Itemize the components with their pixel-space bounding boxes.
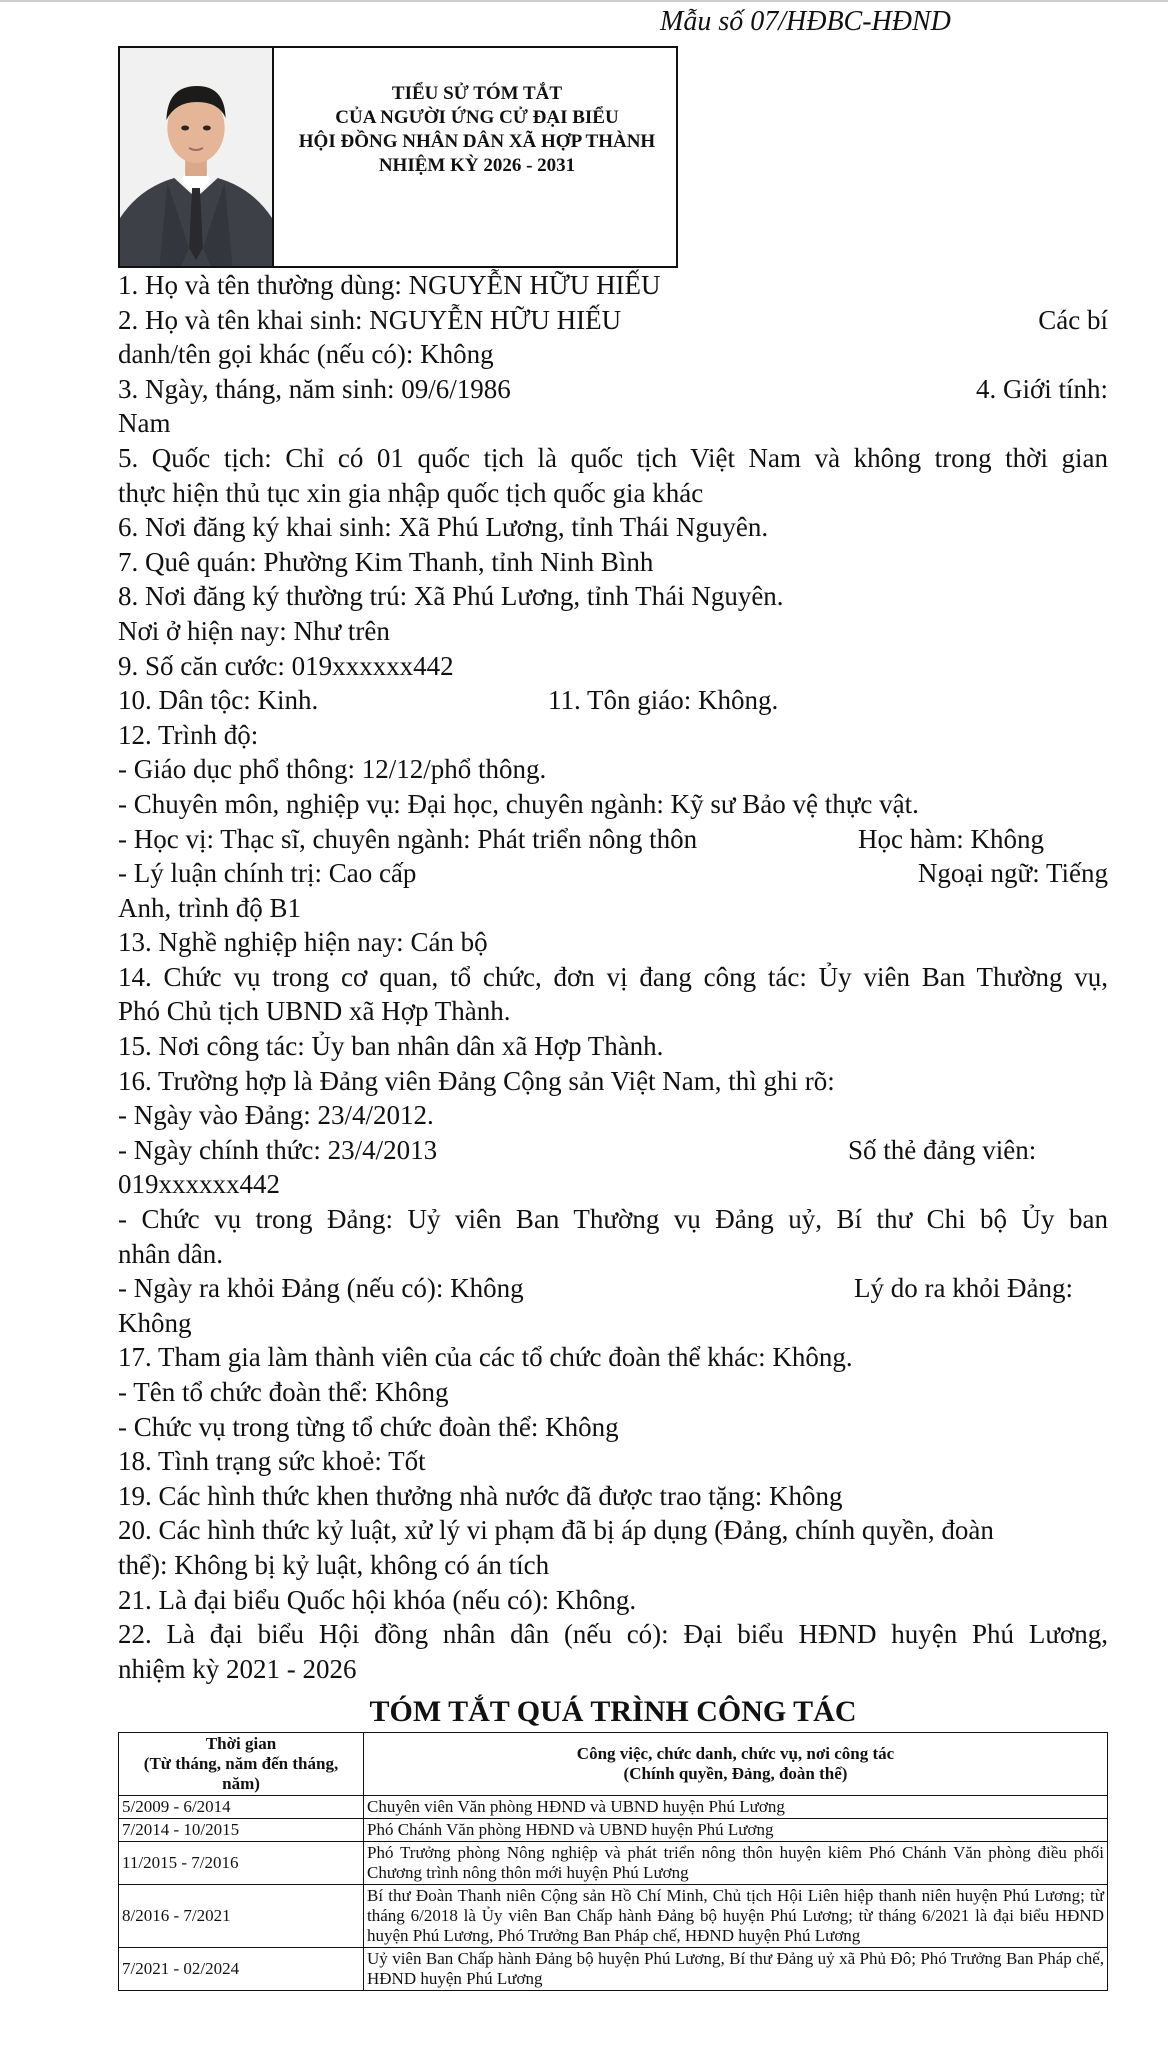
bio-line: Nơi ở hiện nay: Như trên	[118, 615, 390, 646]
bio-text: Lý do ra khỏi Đảng:	[854, 1273, 1073, 1304]
header-text: năm)	[222, 1774, 260, 1793]
header-box	[118, 46, 678, 268]
title-line-1: TIỂU SỬ TÓM TẮT	[391, 83, 563, 104]
bio-line: 9. Số căn cước: 019xxxxxx442	[118, 650, 454, 681]
bio-line: 019xxxxxx442	[118, 1169, 280, 1200]
candidate-portrait	[120, 48, 274, 266]
bio-line: 22. Là đại biểu Hội đồng nhân dân (nếu có): Đại biểu HĐND huyện Phú Lương,	[118, 1619, 1108, 1650]
time-cell: 5/2009 - 6/2014	[119, 1796, 364, 1819]
time-cell: 8/2016 - 7/2021	[119, 1885, 364, 1948]
document-title	[278, 82, 676, 178]
bio-text: 4. Giới tính:	[975, 373, 1108, 404]
table-row	[119, 1885, 1108, 1948]
bio-line: thể): Không bị kỷ luật, không có án tích	[118, 1549, 550, 1580]
position-cell: Phó Chánh Văn phòng HĐND và UBND huyện Phú Lương	[364, 1819, 1108, 1842]
header-text: Thời gian	[205, 1734, 277, 1753]
bio-line: 21. Là đại biểu Quốc hội khóa (nếu có): Không.	[118, 1584, 637, 1615]
bio-line: - Chuyên môn, nghiệp vụ: Đại học, chuyên ngành: Kỹ sư Bảo vệ thực vật.	[118, 788, 919, 819]
time-cell: 7/2014 - 10/2015	[119, 1819, 364, 1842]
title-line-4: NHIỆM KỲ 2026 - 2031	[378, 155, 576, 176]
column-header-time	[119, 1733, 364, 1796]
title-line-3: HỘI ĐỒNG NHÂN DÂN XÃ HỢP THÀNH	[298, 131, 656, 152]
bio-line: 6. Nơi đăng ký khai sinh: Xã Phú Lương, tỉnh Thái Nguyên.	[118, 512, 769, 543]
bio-text: Các bí	[1038, 304, 1108, 335]
bio-text: - Ngày ra khỏi Đảng (nếu có): Không	[118, 1273, 524, 1304]
bio-line: 5. Quốc tịch: Chỉ có 01 quốc tịch là quốc tịch Việt Nam và không trong thời gian	[118, 442, 1108, 473]
form-number: Mẫu số 07/HĐBC-HĐND	[660, 6, 951, 37]
bio-line	[118, 1271, 1108, 1306]
bio-line: - Chức vụ trong từng tổ chức đoàn thể: Không	[118, 1411, 619, 1442]
bio-line: Không	[118, 1307, 192, 1338]
position-cell: Chuyên viên Văn phòng HĐND và UBND huyện Phú Lương	[364, 1796, 1108, 1819]
bio-text: - Học vị: Thạc sĩ, chuyên ngành: Phát triển nông thôn	[118, 823, 698, 854]
column-header-position	[364, 1733, 1108, 1796]
bio-text: 3. Ngày, tháng, năm sinh: 09/6/1986	[118, 373, 511, 404]
bio-line: 15. Nơi công tác: Ủy ban nhân dân xã Hợp Thành.	[118, 1031, 664, 1062]
bio-text: Học hàm: Không	[858, 823, 1044, 854]
bio-text: - Lý luận chính trị: Cao cấp	[118, 858, 417, 889]
bio-line	[118, 1133, 1108, 1168]
bio-line: Nam	[118, 408, 171, 439]
bio-line: 14. Chức vụ trong cơ quan, tổ chức, đơn vị đang công tác: Ủy viên Ban Thường vụ,	[118, 961, 1108, 992]
title-line-2: CỦA NGƯỜI ỨNG CỬ ĐẠI BIỂU	[335, 107, 619, 128]
bio-line: nhiệm kỳ 2021 - 2026	[118, 1653, 357, 1684]
biography-body	[118, 268, 1108, 1686]
table-row	[119, 1819, 1108, 1842]
bio-line: Anh, trình độ B1	[118, 892, 302, 923]
bio-text: Số thẻ đảng viên:	[848, 1134, 1037, 1165]
bio-text: - Ngày chính thức: 23/4/2013	[118, 1134, 438, 1165]
bio-text: Ngoại ngữ: Tiếng	[917, 858, 1108, 889]
bio-line: - Ngày vào Đảng: 23/4/2012.	[118, 1100, 434, 1131]
bio-line: danh/tên gọi khác (nếu có): Không	[118, 339, 494, 370]
bio-line	[118, 856, 1108, 891]
bio-line: 17. Tham gia làm thành viên của các tổ chức đoàn thể khác: Không.	[118, 1342, 853, 1373]
bio-line: 12. Trình độ:	[118, 719, 259, 750]
position-cell: Bí thư Đoàn Thanh niên Cộng sản Hồ Chí Minh, Chủ tịch Hội Liên hiệp thanh niên huyện Phú Lương; từ tháng 6/2018 là Ủy viên Ban Chấp hành Đảng bộ huyện Phú Lương; từ tháng 6/2021 là đại biểu HĐND huyện Phú Lương, Phó Trưởng Ban Pháp chế, HĐND huyện Phú Lương	[364, 1885, 1108, 1948]
bio-line	[118, 303, 1108, 338]
bio-line: 7. Quê quán: Phường Kim Thanh, tỉnh Ninh Bình	[118, 546, 654, 577]
bio-line: - Giáo dục phổ thông: 12/12/phổ thông.	[118, 754, 547, 785]
table-row	[119, 1842, 1108, 1885]
portrait-illustration	[120, 48, 272, 266]
table-header-row	[119, 1733, 1108, 1796]
bio-line: - Tên tổ chức đoàn thể: Không	[118, 1377, 449, 1407]
bio-text: 11. Tôn giáo: Không.	[548, 685, 779, 716]
position-cell: Uỷ viên Ban Chấp hành Đảng bộ huyện Phú Lương, Bí thư Đảng uỷ xã Phủ Đô; Phó Trưởng Ban Pháp chế, HĐND huyện Phú Lương	[364, 1948, 1108, 1991]
table-row	[119, 1796, 1108, 1819]
bio-line: 19. Các hình thức khen thưởng nhà nước đã được trao tặng: Không	[118, 1480, 843, 1511]
bio-line: 1. Họ và tên thường dùng: NGUYỄN HỮU HIẾU	[118, 270, 661, 300]
position-cell: Phó Trưởng phòng Nông nghiệp và phát triển nông thôn huyện kiêm Phó Chánh Văn phòng điều phối Chương trình nông thôn mới huyện Phú Lương	[364, 1842, 1108, 1885]
bio-text: 10. Dân tộc: Kinh.	[118, 685, 319, 716]
bio-line: nhân dân.	[118, 1238, 223, 1269]
bio-line	[118, 683, 1108, 718]
bio-line: thực hiện thủ tục xin gia nhập quốc tịch quốc gia khác	[118, 477, 704, 508]
work-history-table	[118, 1732, 1108, 1991]
bio-line: - Chức vụ trong Đảng: Uỷ viên Ban Thường vụ Đảng uỷ, Bí thư Chi bộ Ủy ban	[118, 1204, 1108, 1235]
bio-line: 13. Nghề nghiệp hiện nay: Cán bộ	[118, 927, 488, 958]
time-cell: 11/2015 - 7/2016	[119, 1842, 364, 1885]
table-row	[119, 1948, 1108, 1991]
work-history-title: TÓM TẮT QUÁ TRÌNH CÔNG TÁC	[369, 1695, 857, 1728]
time-cell: 7/2021 - 02/2024	[119, 1948, 364, 1991]
bio-line: 20. Các hình thức kỷ luật, xử lý vi phạm đã bị áp dụng (Đảng, chính quyền, đoàn	[118, 1515, 994, 1546]
bio-line: 16. Trường hợp là Đảng viên Đảng Cộng sản Việt Nam, thì ghi rõ:	[118, 1065, 835, 1096]
bio-text: 2. Họ và tên khai sinh: NGUYỄN HỮU HIẾU	[118, 304, 622, 335]
bio-line: Phó Chủ tịch UBND xã Hợp Thành.	[118, 996, 511, 1027]
bio-line	[118, 372, 1108, 407]
header-text: (Từ tháng, năm đến tháng,	[143, 1754, 339, 1773]
bio-line: 18. Tình trạng sức khoẻ: Tốt	[118, 1446, 426, 1477]
bio-line	[118, 822, 1108, 857]
bio-line: 8. Nơi đăng ký thường trú: Xã Phú Lương, tỉnh Thái Nguyên.	[118, 581, 784, 612]
header-text: Công việc, chức danh, chức vụ, nơi công tác	[576, 1744, 895, 1763]
header-text: (Chính quyền, Đảng, đoàn thể)	[623, 1764, 848, 1783]
top-border	[0, 0, 1168, 2]
